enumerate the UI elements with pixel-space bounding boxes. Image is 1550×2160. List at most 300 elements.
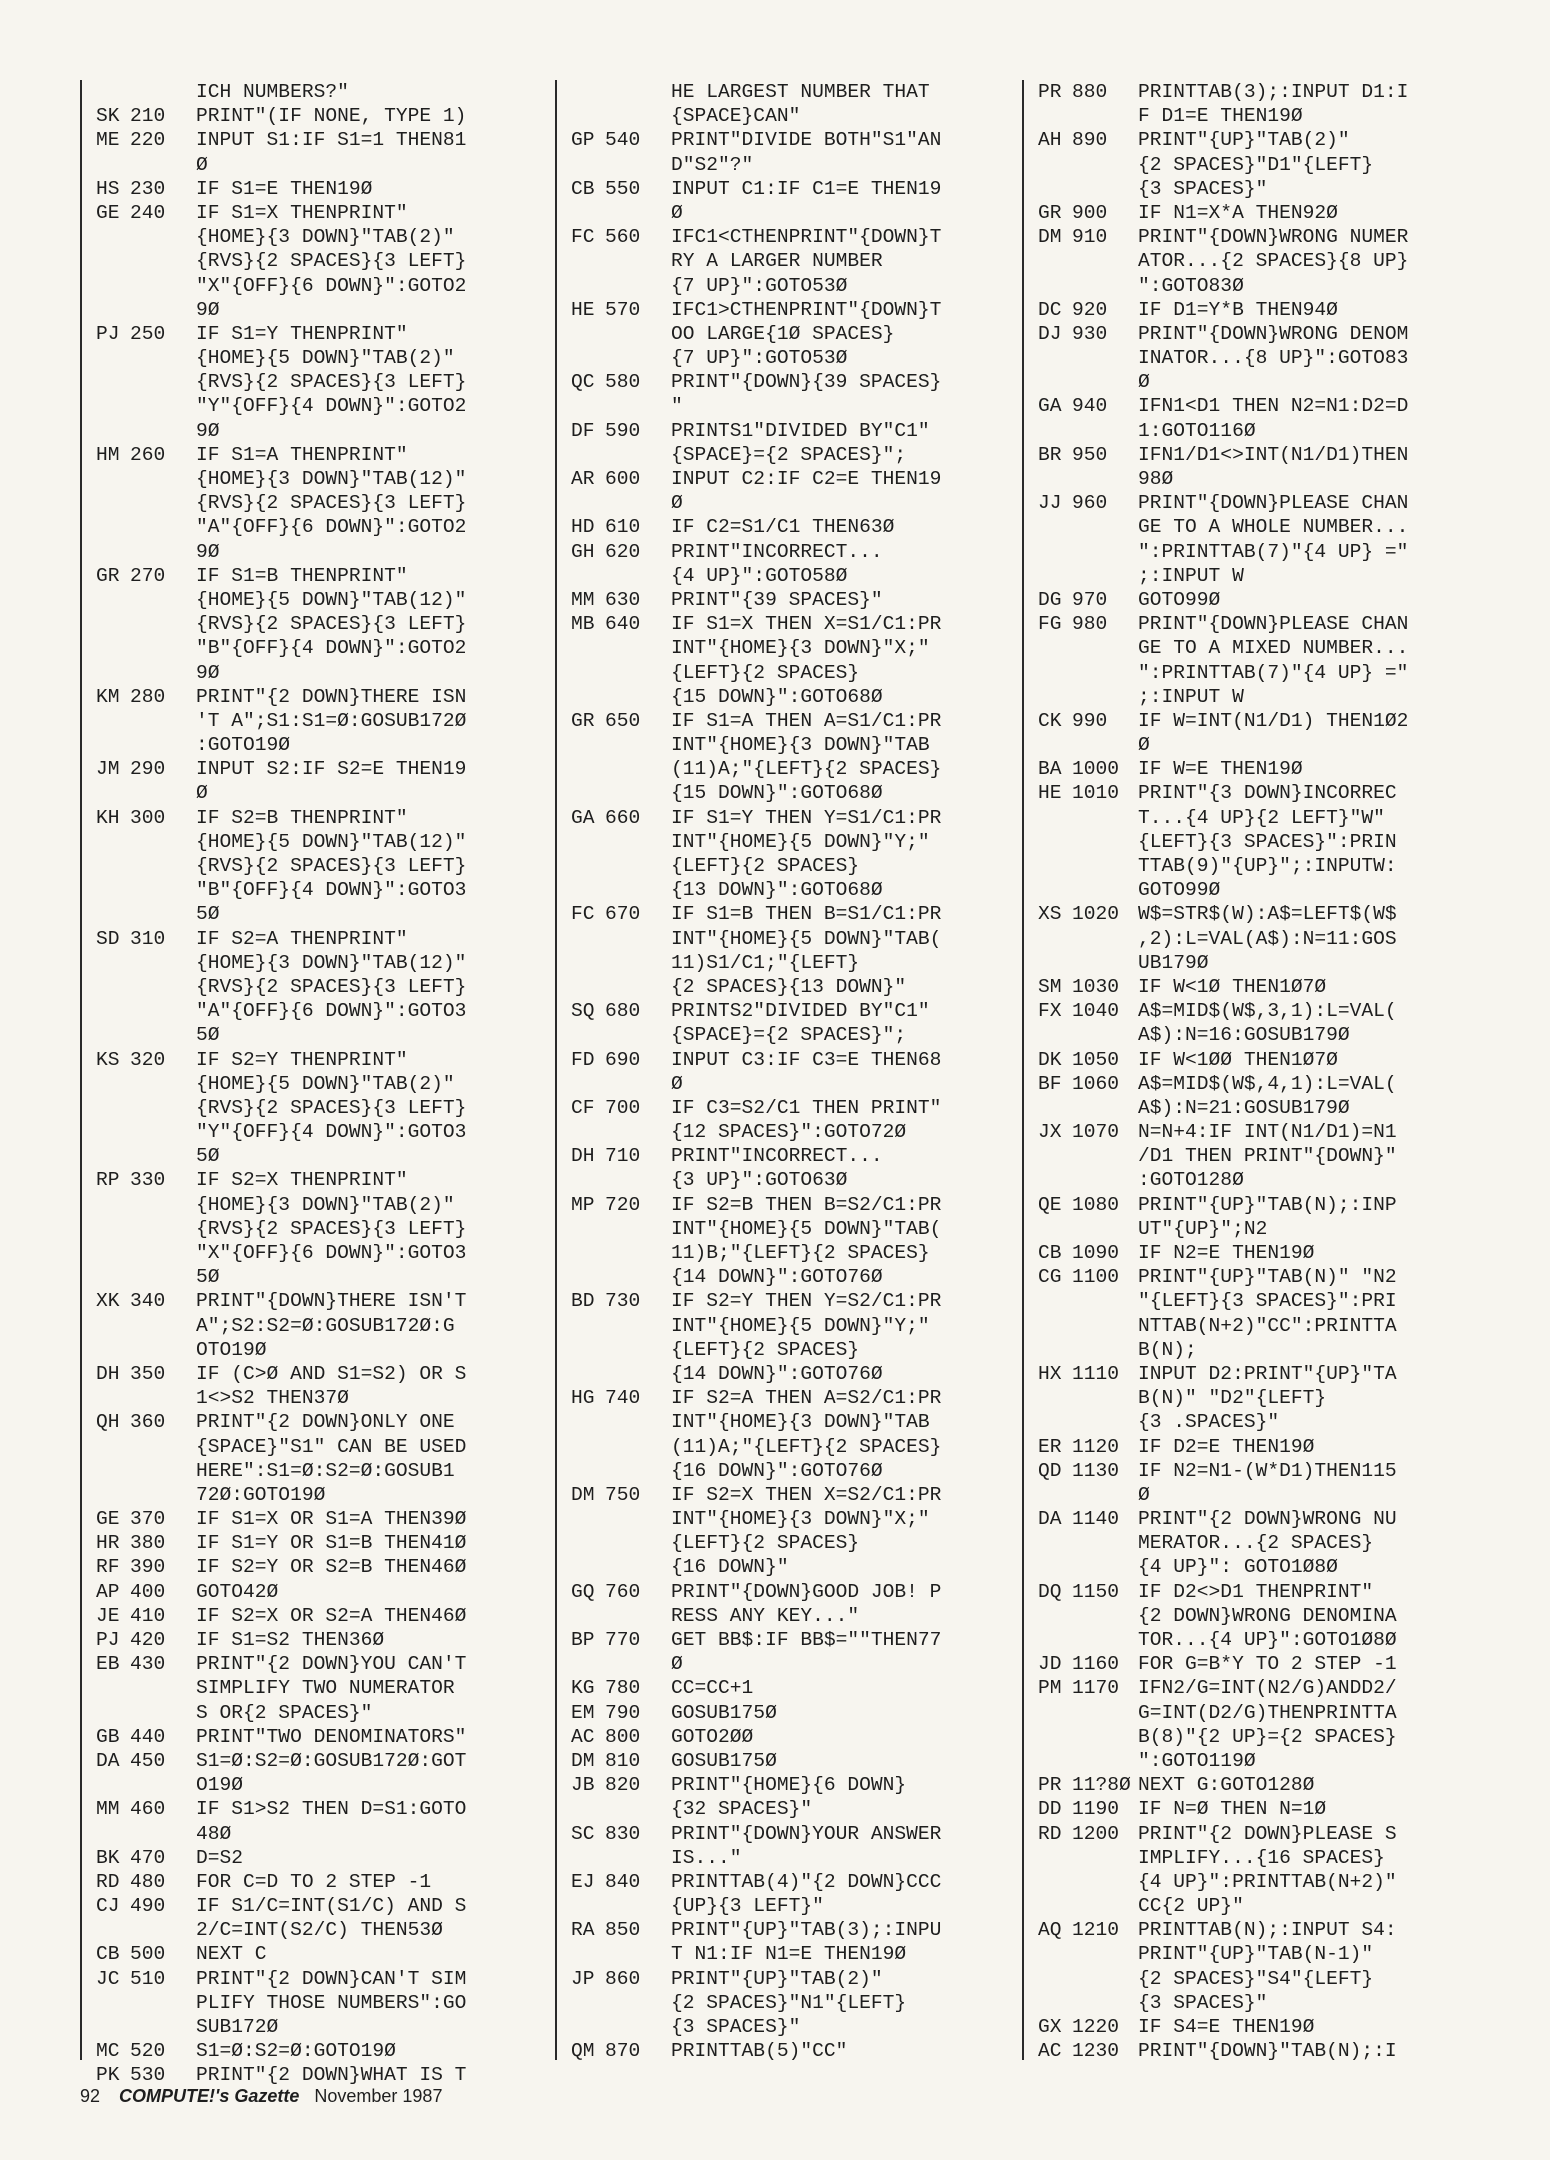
code-line <box>82 443 550 467</box>
line-number: 700 <box>605 1096 641 1119</box>
code-text: {UP}{3 LEFT}" <box>671 1895 824 1918</box>
code-line <box>1024 927 1492 951</box>
code-text: GOTO99Ø <box>1138 588 1221 611</box>
code-text: INT"{HOME}{5 DOWN}"Y;" <box>671 1314 930 1337</box>
code-line <box>1024 225 1492 249</box>
code-text: IF C3=S2/C1 THEN PRINT" <box>671 1096 942 1119</box>
checksum-code: RD <box>96 1870 120 1893</box>
line-number: 260 <box>130 443 166 466</box>
code-line <box>1024 1048 1492 1072</box>
code-line <box>557 1604 1017 1628</box>
code-line <box>1024 709 1492 733</box>
code-text: IF S2=Y THEN Y=S2/C1:PR <box>671 1290 942 1313</box>
code-line <box>82 1555 550 1579</box>
code-text: Ø <box>196 782 208 805</box>
code-text: A$):N=16:GOSUB179Ø <box>1138 1024 1350 1047</box>
code-text: PRINT"{2 DOWN}YOU CAN'T <box>196 1653 467 1676</box>
line-number: 490 <box>130 1895 166 1918</box>
code-text: {4 UP}":GOTO58Ø <box>671 564 848 587</box>
code-text: OO LARGE{1Ø SPACES} <box>671 322 895 345</box>
checksum-code: XK <box>96 1290 120 1313</box>
checksum-code: KS <box>96 1048 120 1071</box>
line-number: 990 <box>1072 709 1108 732</box>
checksum-code: JP <box>571 1967 595 1990</box>
code-text: 2/C=INT(S2/C) THEN53Ø <box>196 1919 443 1942</box>
code-line <box>1024 878 1492 902</box>
code-line <box>1024 540 1492 564</box>
code-text: A";S2:S2=Ø:GOSUB172Ø:G <box>196 1314 455 1337</box>
code-text: A$):N=21:GOSUB179Ø <box>1138 1096 1350 1119</box>
code-line <box>82 1386 550 1410</box>
code-text: A$=MID$(W$,4,1):L=VAL( <box>1138 1072 1397 1095</box>
code-line <box>82 927 550 951</box>
code-line <box>557 1846 1017 1870</box>
code-text: IF S1=X OR S1=A THEN39Ø <box>196 1508 467 1531</box>
checksum-code: GB <box>96 1725 120 1748</box>
code-line <box>82 298 550 322</box>
code-text: TTAB(9)"{UP}";:INPUTW: <box>1138 855 1397 877</box>
code-text: Ø <box>1138 371 1150 394</box>
code-line <box>82 1314 550 1338</box>
line-number: 230 <box>130 177 166 200</box>
code-text: PRINT"{DOWN}PLEASE CHAN <box>1138 492 1409 515</box>
code-text: Ø <box>1138 1483 1150 1506</box>
checksum-code: DM <box>571 1483 595 1506</box>
line-number: 940 <box>1072 395 1108 418</box>
code-line <box>1024 104 1492 128</box>
code-text: T N1:IF N1=E THEN19Ø <box>671 1943 907 1966</box>
code-text: IF S1=X THEN X=S1/C1:PR <box>671 613 942 636</box>
code-text: {HOME}{3 DOWN}"TAB(2)" <box>196 1193 455 1216</box>
code-text: IF C2=S1/C1 THEN63Ø <box>671 516 895 539</box>
code-text: {2 DOWN}WRONG DENOMINA <box>1138 1604 1397 1627</box>
code-line <box>1024 1894 1492 1918</box>
line-number: 430 <box>130 1653 166 1676</box>
code-text: {14 DOWN}":GOTO76Ø <box>671 1266 883 1289</box>
line-number: 600 <box>605 468 641 490</box>
code-line <box>1024 1531 1492 1555</box>
code-line <box>82 249 550 273</box>
line-number: 960 <box>1072 492 1108 515</box>
code-line <box>1024 1168 1492 1192</box>
code-line <box>1024 1483 1492 1507</box>
code-line <box>1024 1580 1492 1604</box>
code-text: {RVS}{2 SPACES}{3 LEFT} <box>196 855 467 877</box>
code-line <box>557 515 1017 539</box>
line-number: 970 <box>1072 588 1108 611</box>
line-number: 220 <box>130 129 166 152</box>
code-text: IFC1>CTHENPRINT"{DOWN}T <box>671 298 942 321</box>
checksum-code: HX <box>1038 1362 1062 1385</box>
code-text: PRINT"{2 DOWN}THERE ISN <box>196 685 467 708</box>
line-number: 500 <box>130 1943 166 1966</box>
code-text: IF S2=B THENPRINT" <box>196 806 408 829</box>
code-text: IF S1=E THEN19Ø <box>196 177 373 200</box>
code-line <box>557 564 1017 588</box>
code-line <box>1024 1386 1492 1410</box>
code-line <box>1024 1289 1492 1313</box>
code-line <box>82 515 550 539</box>
code-line <box>82 1048 550 1072</box>
code-text: N=N+4:IF INT(N1/D1)=N1 <box>1138 1121 1397 1144</box>
code-line <box>557 104 1017 128</box>
code-line <box>557 612 1017 636</box>
code-line <box>557 467 1017 491</box>
code-text: ;:INPUT W <box>1138 564 1244 587</box>
code-text: IF D2<>D1 THENPRINT" <box>1138 1580 1374 1603</box>
code-line <box>557 225 1017 249</box>
line-number: 880 <box>1072 81 1108 103</box>
line-number: 1230 <box>1072 2040 1120 2063</box>
code-line <box>82 806 550 830</box>
checksum-code: AR <box>571 468 595 490</box>
checksum-code: HE <box>571 298 595 321</box>
code-line <box>557 1072 1017 1096</box>
code-text: CC=CC+1 <box>671 1677 754 1700</box>
code-line <box>557 1048 1017 1072</box>
checksum-code: CB <box>1038 1242 1062 1264</box>
code-line <box>82 1604 550 1628</box>
code-line <box>1024 1991 1492 2015</box>
code-text: {RVS}{2 SPACES}{3 LEFT} <box>196 371 467 394</box>
code-line <box>82 2039 550 2063</box>
code-line <box>82 733 550 757</box>
checksum-code: CF <box>571 1096 595 1119</box>
code-line <box>557 757 1017 781</box>
code-text: INT"{HOME}{3 DOWN}"X;" <box>671 637 930 660</box>
code-text: O19Ø <box>196 1774 244 1797</box>
code-text: ;:INPUT W <box>1138 685 1244 708</box>
code-text: {SPACE}={2 SPACES}"; <box>671 443 907 466</box>
code-line <box>557 1676 1017 1700</box>
code-line <box>1024 346 1492 370</box>
code-line <box>82 612 550 636</box>
code-text: PRINTTAB(3);:INPUT D1:I <box>1138 81 1409 103</box>
checksum-code: MC <box>96 2040 120 2063</box>
code-text: INT"{HOME}{3 DOWN}"TAB <box>671 734 930 757</box>
line-number: 660 <box>605 806 641 829</box>
code-line <box>557 1822 1017 1846</box>
code-line <box>1024 806 1492 830</box>
code-text: GOSUB175Ø <box>671 1701 777 1724</box>
code-text: GOSUB175Ø <box>671 1749 777 1772</box>
code-line <box>82 564 550 588</box>
code-line <box>1024 322 1492 346</box>
line-number: 630 <box>605 588 641 611</box>
code-text: PRINTS2"DIVIDED BY"C1" <box>671 1000 930 1023</box>
line-number: 670 <box>605 903 641 926</box>
code-text: SUB172Ø <box>196 2016 279 2038</box>
checksum-code: DH <box>96 1362 120 1385</box>
checksum-code: DH <box>571 1145 595 1168</box>
code-line <box>1024 564 1492 588</box>
code-text: Ø <box>196 153 208 176</box>
code-line <box>1024 394 1492 418</box>
code-text: 5Ø <box>196 1145 220 1168</box>
checksum-code: MM <box>96 1798 120 1821</box>
code-text: PRINT"{UP}"TAB(3);:INPU <box>671 1919 942 1942</box>
code-text: IFN1/D1<>INT(N1/D1)THEN <box>1138 443 1409 466</box>
code-text: PRINT"{HOME}{6 DOWN} <box>671 1774 907 1797</box>
code-text: IF N1=X*A THEN92Ø <box>1138 201 1338 224</box>
line-number: 370 <box>130 1508 166 1531</box>
code-text: 9Ø <box>196 661 220 684</box>
code-text: GOTO42Ø <box>196 1580 279 1603</box>
code-text: {12 SPACES}":GOTO72Ø <box>671 1121 907 1144</box>
code-text: PRINT"DIVIDE BOTH"S1"AN <box>671 129 942 152</box>
code-line <box>82 1701 550 1725</box>
code-text: IMPLIFY...{16 SPACES} <box>1138 1846 1385 1869</box>
line-number: 720 <box>605 1193 641 1216</box>
code-text: {LEFT}{3 SPACES}":PRIN <box>1138 830 1397 853</box>
code-text: UB179Ø <box>1138 951 1209 974</box>
line-number: 780 <box>605 1677 641 1700</box>
code-line <box>82 1628 550 1652</box>
code-line <box>557 1555 1017 1579</box>
code-line <box>1024 902 1492 926</box>
code-text: GE TO A WHOLE NUMBER... <box>1138 516 1409 539</box>
code-text: IFN1<D1 THEN N2=N1:D2=D <box>1138 395 1409 418</box>
code-text: {RVS}{2 SPACES}{3 LEFT} <box>196 1217 467 1240</box>
line-number: 1200 <box>1072 1822 1120 1845</box>
code-text: ,2):L=VAL(A$):N=11:GOS <box>1138 927 1397 950</box>
code-text: PRINT"{3 DOWN}INCORREC <box>1138 782 1397 805</box>
code-text: S OR{2 SPACES}" <box>196 1701 373 1724</box>
code-text: {RVS}{2 SPACES}{3 LEFT} <box>196 250 467 273</box>
code-text: D=S2 <box>196 1846 244 1869</box>
code-text: 1:GOTO116Ø <box>1138 419 1256 442</box>
code-text: {RVS}{2 SPACES}{3 LEFT} <box>196 492 467 515</box>
code-line <box>557 1797 1017 1821</box>
line-number: 640 <box>605 613 641 636</box>
code-line <box>82 1967 550 1991</box>
code-text: {LEFT}{2 SPACES} <box>671 1532 860 1555</box>
code-text: "{LEFT}{3 SPACES}":PRI <box>1138 1290 1397 1313</box>
code-line <box>82 1580 550 1604</box>
code-line <box>82 1120 550 1144</box>
code-line <box>1024 1846 1492 1870</box>
code-text: IF S1=B THEN B=S1/C1:PR <box>671 903 942 926</box>
code-line <box>1024 1096 1492 1120</box>
code-line <box>557 540 1017 564</box>
code-text: PRINT"{DOWN}THERE ISN'T <box>196 1290 467 1313</box>
line-number: 400 <box>130 1580 166 1603</box>
code-line <box>557 1652 1017 1676</box>
code-text: PRINT"{DOWN}{39 SPACES} <box>671 371 942 394</box>
line-number: 1210 <box>1072 1919 1120 1942</box>
checksum-code: PK <box>96 2064 120 2087</box>
checksum-code: EM <box>571 1701 595 1724</box>
code-text: PRINT"{UP}"TAB(2)" <box>1138 129 1350 152</box>
code-text: INT"{HOME}{5 DOWN}"TAB( <box>671 1217 942 1240</box>
code-text: :GOTO128Ø <box>1138 1169 1244 1192</box>
line-number: 1220 <box>1072 2016 1120 2038</box>
code-line <box>1024 1072 1492 1096</box>
code-line <box>1024 1725 1492 1749</box>
code-line <box>82 1193 550 1217</box>
line-number: 510 <box>130 1967 166 1990</box>
code-line <box>557 394 1017 418</box>
code-text: (11)A;"{LEFT}{2 SPACES} <box>671 758 942 781</box>
code-text: S1=Ø:S2=Ø:GOSUB172Ø:GOT <box>196 1749 467 1772</box>
code-line <box>1024 781 1492 805</box>
code-text: IF S2=Y OR S2=B THEN46Ø <box>196 1556 467 1579</box>
code-line <box>1024 999 1492 1023</box>
checksum-code: AQ <box>1038 1919 1062 1942</box>
code-line <box>557 1628 1017 1652</box>
line-number: 770 <box>605 1629 641 1651</box>
line-number: 800 <box>605 1725 641 1748</box>
code-line <box>82 1942 550 1966</box>
line-number: 410 <box>130 1604 166 1627</box>
code-text: {3 SPACES}" <box>1138 1991 1268 2014</box>
code-line <box>82 951 550 975</box>
checksum-code: AC <box>571 1725 595 1748</box>
code-text: PRINT"{2 DOWN}ONLY ONE <box>196 1411 455 1434</box>
code-line <box>82 709 550 733</box>
code-text: IF S2=X THEN X=S2/C1:PR <box>671 1483 942 1506</box>
code-text: Ø <box>671 1653 683 1676</box>
code-text: INT"{HOME}{5 DOWN}"TAB( <box>671 927 942 950</box>
code-text: ICH NUMBERS?" <box>196 81 349 103</box>
code-text: Ø <box>1138 734 1150 757</box>
code-line <box>1024 854 1492 878</box>
line-number: 470 <box>130 1846 166 1869</box>
code-line <box>557 1870 1017 1894</box>
code-line <box>557 370 1017 394</box>
code-line <box>557 1144 1017 1168</box>
code-text: 5Ø <box>196 903 220 926</box>
code-line <box>557 1362 1017 1386</box>
listing-column-2 <box>555 80 1017 2063</box>
code-line <box>1024 491 1492 515</box>
code-line <box>557 1241 1017 1265</box>
code-line <box>557 878 1017 902</box>
line-number: 390 <box>130 1556 166 1579</box>
code-text: IS..." <box>671 1846 742 1869</box>
code-text: G=INT(D2/G)THENPRINTTA <box>1138 1701 1397 1724</box>
code-line <box>82 1749 550 1773</box>
checksum-code: PR <box>1038 1774 1062 1797</box>
code-line <box>82 636 550 660</box>
code-line <box>1024 1749 1492 1773</box>
code-text: UT"{UP}";N2 <box>1138 1217 1268 1240</box>
line-number: 1120 <box>1072 1435 1120 1458</box>
code-text: IFN2/G=INT(N2/G)ANDD2/ <box>1138 1677 1397 1700</box>
line-number: 1060 <box>1072 1072 1120 1095</box>
checksum-code: DJ <box>1038 322 1062 345</box>
code-line <box>82 467 550 491</box>
line-number: 340 <box>130 1290 166 1313</box>
line-number: 950 <box>1072 443 1108 466</box>
checksum-code: RP <box>96 1169 120 1192</box>
code-line <box>557 685 1017 709</box>
code-text: INPUT S1:IF S1=1 THEN81 <box>196 129 467 152</box>
code-line <box>1024 1459 1492 1483</box>
code-line <box>82 1362 550 1386</box>
code-line <box>82 757 550 781</box>
checksum-code: FD <box>571 1048 595 1071</box>
checksum-code: JM <box>96 758 120 781</box>
magazine-name: COMPUTE!'s Gazette <box>119 2086 300 2106</box>
code-text: {3 SPACES}" <box>671 2016 801 2038</box>
line-number: 360 <box>130 1411 166 1434</box>
code-text: "A"{OFF}{6 DOWN}":GOTO3 <box>196 1000 467 1023</box>
code-text: PRINT"{DOWN}WRONG DENOM <box>1138 322 1409 345</box>
code-text: {RVS}{2 SPACES}{3 LEFT} <box>196 975 467 998</box>
code-line <box>1024 467 1492 491</box>
code-text: Ø <box>671 201 683 224</box>
code-text: IF W=INT(N1/D1) THEN1Ø2 <box>1138 709 1409 732</box>
code-text: " <box>671 395 683 418</box>
code-text: GOTO2ØØ <box>671 1725 754 1748</box>
code-line <box>82 104 550 128</box>
line-number: 710 <box>605 1145 641 1168</box>
checksum-code: GR <box>1038 201 1062 224</box>
code-line <box>1024 1676 1492 1700</box>
code-text: {13 DOWN}":GOTO68Ø <box>671 879 883 902</box>
line-number: 850 <box>605 1919 641 1942</box>
code-text: A$=MID$(W$,3,1):L=VAL( <box>1138 1000 1397 1023</box>
line-number: 610 <box>605 516 641 539</box>
line-number: 210 <box>130 105 166 128</box>
code-line <box>82 128 550 152</box>
code-line <box>82 999 550 1023</box>
checksum-code: HR <box>96 1532 120 1555</box>
code-text: HE LARGEST NUMBER THAT <box>671 81 930 103</box>
line-number: 460 <box>130 1798 166 1821</box>
code-line <box>557 1894 1017 1918</box>
checksum-code: CG <box>1038 1266 1062 1289</box>
code-text: FOR G=B*Y TO 2 STEP -1 <box>1138 1653 1397 1676</box>
line-number: 440 <box>130 1725 166 1748</box>
code-line <box>1024 757 1492 781</box>
code-line <box>557 419 1017 443</box>
line-number: 480 <box>130 1870 166 1893</box>
code-text: {HOME}{5 DOWN}"TAB(2)" <box>196 347 455 370</box>
code-line <box>82 153 550 177</box>
code-line <box>557 1217 1017 1241</box>
code-line <box>82 975 550 999</box>
code-line <box>82 902 550 926</box>
code-text: PRINT"{DOWN}WRONG NUMER <box>1138 226 1409 249</box>
code-text: PRINT"{2 DOWN}CAN'T SIM <box>196 1967 467 1990</box>
checksum-code: AH <box>1038 129 1062 152</box>
checksum-code: CK <box>1038 709 1062 732</box>
code-line <box>1024 1942 1492 1966</box>
code-line <box>82 1435 550 1459</box>
code-text: RESS ANY KEY..." <box>671 1604 860 1627</box>
code-line <box>82 540 550 564</box>
line-number: 1030 <box>1072 975 1120 998</box>
code-text: PRINT"{DOWN}PLEASE CHAN <box>1138 613 1409 636</box>
code-line <box>82 1072 550 1096</box>
checksum-code: SC <box>571 1822 595 1845</box>
code-line <box>557 249 1017 273</box>
code-text: PRINT"{UP}"TAB(N)" "N2 <box>1138 1266 1397 1289</box>
code-line <box>1024 1797 1492 1821</box>
code-text: {2 SPACES}{13 DOWN}" <box>671 975 907 998</box>
code-line <box>82 419 550 443</box>
code-line <box>82 394 550 418</box>
code-text: FOR C=D TO 2 STEP -1 <box>196 1870 432 1893</box>
checksum-code: DD <box>1038 1798 1062 1821</box>
code-text: Ø <box>671 1072 683 1095</box>
code-text: RY A LARGER NUMBER <box>671 250 883 273</box>
issue-date: November 1987 <box>314 2086 443 2106</box>
checksum-code: HM <box>96 443 120 466</box>
checksum-code: BP <box>571 1629 595 1651</box>
